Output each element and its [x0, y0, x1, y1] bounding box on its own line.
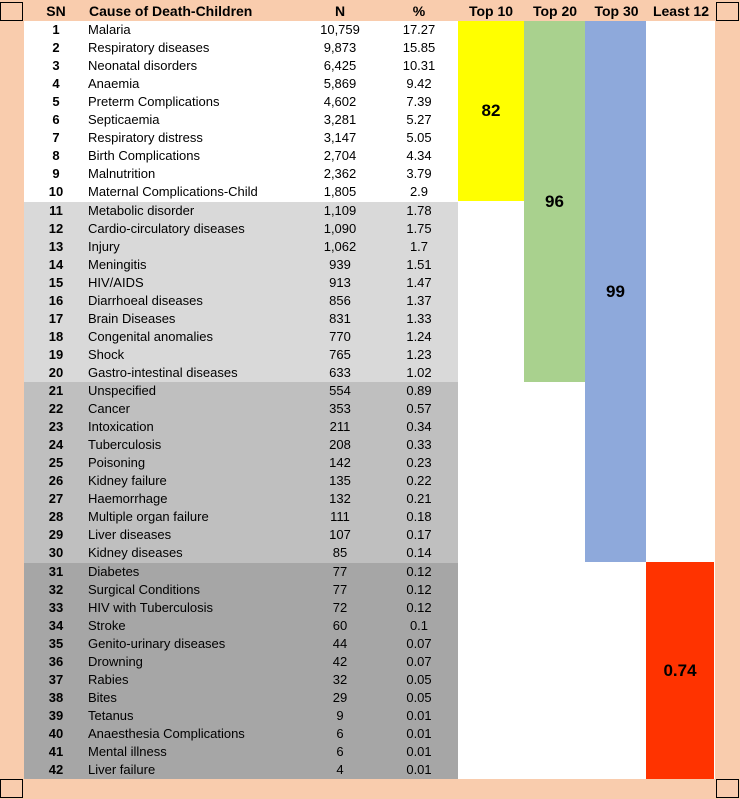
right-frame — [715, 0, 740, 799]
cell-n: 3,281 — [323, 112, 357, 128]
cell-sn: 6 — [52, 112, 60, 128]
cell-sn: 41 — [48, 744, 64, 759]
cell-sn: 38 — [48, 689, 64, 705]
cell-cause: Gastro-intestinal diseases — [88, 364, 238, 380]
table-row — [24, 581, 458, 599]
cell-n: 85 — [332, 545, 348, 561]
table-row — [24, 147, 458, 165]
table-row — [24, 346, 458, 364]
table-row — [24, 635, 458, 653]
cell-cause: Tuberculosis — [88, 437, 162, 453]
cell-cause: Haemorrhage — [88, 491, 168, 507]
table-row — [24, 725, 458, 743]
table-row — [24, 490, 458, 508]
cell-sn: 33 — [48, 599, 64, 615]
cell-cause: Mental illness — [88, 744, 167, 759]
header-n: N — [334, 3, 346, 19]
cell-pct: 1.51 — [406, 256, 432, 272]
cell-cause: Brain Diseases — [88, 310, 176, 326]
cell-n: 1,062 — [323, 238, 357, 254]
header-pct: % — [412, 3, 426, 19]
cell-sn: 9 — [52, 166, 60, 182]
cell-pct: 1.78 — [406, 202, 432, 218]
cell-pct: 1.33 — [406, 310, 432, 326]
cell-cause: Liver diseases — [88, 527, 172, 543]
cell-n: 3,147 — [323, 130, 357, 146]
header-least12: Least 12 — [652, 3, 710, 19]
table-row — [24, 563, 458, 581]
table-row — [24, 129, 458, 147]
table-row — [24, 310, 458, 328]
table-row — [24, 183, 458, 201]
cell-n: 554 — [329, 383, 351, 398]
cell-sn: 21 — [48, 383, 64, 398]
cell-pct: 9.42 — [406, 76, 432, 92]
table-row — [24, 707, 458, 725]
header-cause: Cause of Death-Children — [89, 3, 253, 19]
cell-n: 2,362 — [323, 166, 357, 182]
cell-cause: Diarrhoeal diseases — [88, 292, 203, 308]
top20-block — [524, 21, 585, 382]
cell-pct: 0.17 — [406, 527, 432, 543]
table-row — [24, 256, 458, 274]
table-row — [24, 671, 458, 689]
cell-sn: 32 — [48, 581, 64, 597]
cell-pct: 0.18 — [406, 509, 432, 525]
band-ranks-21-30 — [24, 382, 458, 563]
corner-top-right — [716, 2, 739, 21]
header-top10: Top 10 — [468, 3, 514, 19]
cell-n: 142 — [329, 455, 351, 471]
cell-pct: 0.01 — [406, 762, 432, 778]
cell-sn: 24 — [48, 437, 64, 453]
cell-n: 4 — [336, 762, 344, 778]
table-row — [24, 544, 458, 562]
cell-n: 1,805 — [323, 184, 357, 200]
cell-n: 2,704 — [323, 148, 357, 164]
cell-sn: 5 — [52, 94, 60, 110]
cell-pct: 1.37 — [406, 292, 432, 308]
cell-cause: Drowning — [88, 653, 143, 669]
table-row — [24, 111, 458, 129]
table-row — [24, 472, 458, 490]
table-row — [24, 526, 458, 544]
cell-cause: Malnutrition — [88, 166, 156, 182]
cell-cause: Cardio-circulatory diseases — [88, 220, 245, 236]
table-row — [24, 75, 458, 93]
cell-n: 1,090 — [323, 220, 357, 236]
cell-sn: 23 — [48, 419, 64, 435]
table-row — [24, 454, 458, 472]
least12-block — [646, 562, 714, 779]
cell-sn: 13 — [48, 238, 64, 254]
cell-sn: 36 — [48, 653, 64, 669]
cell-n: 9,873 — [323, 40, 357, 56]
cell-sn: 2 — [52, 40, 60, 56]
top30-value: 99 — [606, 281, 625, 301]
cell-cause: Genito-urinary diseases — [88, 635, 226, 651]
cell-n: 211 — [329, 419, 351, 435]
cell-n: 765 — [329, 346, 351, 362]
cell-sn: 37 — [48, 671, 64, 687]
cell-sn: 40 — [48, 725, 64, 741]
band-ranks-31-42 — [24, 563, 458, 780]
top10-value: 82 — [481, 101, 501, 120]
cell-sn: 34 — [48, 617, 64, 633]
cell-n: 770 — [329, 328, 351, 344]
cell-n: 1,109 — [323, 202, 357, 218]
cell-sn: 14 — [48, 256, 64, 272]
table-row — [24, 653, 458, 671]
cell-pct: 5.27 — [406, 112, 432, 128]
cell-pct: 0.89 — [406, 383, 432, 398]
table-header — [24, 0, 715, 21]
cell-sn: 16 — [48, 292, 64, 308]
cell-sn: 1 — [52, 22, 60, 37]
cell-pct: 2.9 — [409, 184, 429, 200]
cell-pct: 0.57 — [406, 401, 432, 417]
cell-pct: 0.01 — [406, 744, 432, 759]
cell-sn: 3 — [52, 58, 60, 74]
cell-cause: Rabies — [88, 671, 129, 687]
cell-pct: 0.01 — [406, 725, 432, 741]
band-ranks-1-10 — [24, 21, 458, 202]
cell-n: 60 — [332, 617, 348, 633]
cell-cause: Malaria — [88, 22, 131, 37]
table-row — [24, 292, 458, 310]
cell-sn: 18 — [48, 328, 64, 344]
cell-pct: 0.05 — [406, 689, 432, 705]
cell-pct: 0.12 — [406, 581, 432, 597]
cell-n: 77 — [332, 581, 348, 597]
cell-sn: 22 — [48, 401, 64, 417]
cell-pct: 0.14 — [406, 545, 432, 561]
table-row — [24, 93, 458, 111]
cell-cause: Tetanus — [88, 707, 134, 723]
table-row — [24, 400, 458, 418]
cell-cause: Kidney diseases — [88, 545, 183, 561]
cell-pct: 15.85 — [402, 40, 436, 56]
table-row — [24, 274, 458, 292]
cell-cause: Cancer — [88, 401, 130, 417]
cell-n: 913 — [329, 274, 351, 290]
cell-n: 5,869 — [323, 76, 357, 92]
cell-n: 831 — [329, 310, 351, 326]
cell-cause: Unspecified — [88, 383, 156, 398]
header-sn: SN — [46, 3, 66, 19]
cell-pct: 5.05 — [406, 130, 432, 146]
table-row — [24, 238, 458, 256]
cell-n: 72 — [332, 599, 348, 615]
cell-cause: Shock — [88, 346, 125, 362]
cell-pct: 0.21 — [406, 491, 432, 507]
cell-pct: 0.34 — [406, 419, 432, 435]
table-row — [24, 689, 458, 707]
cell-n: 353 — [329, 401, 351, 417]
cell-pct: 1.23 — [406, 346, 432, 362]
cell-sn: 11 — [49, 202, 63, 218]
table-row — [24, 599, 458, 617]
cell-pct: 17.27 — [402, 22, 436, 37]
least12-value: 0.74 — [663, 660, 697, 680]
cell-n: 44 — [332, 635, 348, 651]
cell-cause: Preterm Complications — [88, 94, 220, 110]
cell-n: 9 — [336, 707, 344, 723]
cell-cause: Respiratory diseases — [88, 40, 210, 56]
header-top30: Top 30 — [594, 3, 639, 19]
cell-pct: 0.05 — [406, 671, 432, 687]
cell-cause: Bites — [88, 689, 117, 705]
cell-pct: 1.02 — [406, 364, 432, 380]
cell-pct: 0.07 — [406, 635, 432, 651]
table-row — [24, 21, 458, 39]
cell-sn: 10 — [48, 184, 64, 200]
cell-cause: Anaesthesia Complications — [88, 725, 245, 741]
cell-sn: 29 — [48, 527, 64, 543]
cell-sn: 8 — [52, 148, 60, 164]
cell-n: 6 — [336, 744, 344, 759]
cell-sn: 31 — [48, 563, 64, 579]
cell-cause: Diabetes — [88, 563, 140, 579]
top30-block — [585, 21, 646, 562]
cell-sn: 25 — [48, 455, 64, 471]
cell-cause: Metabolic disorder — [88, 202, 195, 218]
top20-value: 96 — [545, 191, 564, 211]
cell-n: 29 — [332, 689, 348, 705]
cell-pct: 0.22 — [406, 473, 432, 489]
cell-pct: 0.12 — [406, 599, 432, 615]
cell-sn: 4 — [52, 76, 60, 92]
cell-n: 77 — [332, 563, 348, 579]
cell-sn: 26 — [48, 473, 64, 489]
cell-cause: Surgical Conditions — [88, 581, 201, 597]
cell-n: 10,759 — [320, 22, 360, 37]
cell-n: 32 — [332, 671, 348, 687]
cell-cause: Septicaemia — [88, 112, 160, 128]
cell-pct: 1.47 — [406, 274, 432, 290]
cell-n: 135 — [329, 473, 351, 489]
table-row — [24, 165, 458, 183]
bottom-frame — [0, 779, 740, 799]
table-row — [24, 220, 458, 238]
cell-cause: Kidney failure — [88, 473, 167, 489]
cell-sn: 28 — [48, 509, 64, 525]
table-row — [24, 57, 458, 75]
table-row — [24, 328, 458, 346]
cell-sn: 17 — [48, 310, 64, 326]
cell-pct: 1.7 — [409, 238, 429, 254]
table-row — [24, 382, 458, 400]
cell-pct: 4.34 — [406, 148, 432, 164]
cell-cause: Anaemia — [88, 76, 140, 92]
cell-cause: Respiratory distress — [88, 130, 203, 146]
cell-cause: Maternal Complications-Child — [88, 184, 258, 200]
cell-pct: 1.75 — [406, 220, 432, 236]
table-row — [24, 39, 458, 57]
cell-cause: Stroke — [88, 617, 126, 633]
cell-sn: 12 — [48, 220, 64, 236]
table-row — [24, 508, 458, 526]
corner-bottom-left — [0, 779, 23, 798]
cell-n: 132 — [329, 491, 351, 507]
cell-sn: 20 — [48, 364, 64, 380]
cell-pct: 3.79 — [406, 166, 432, 182]
table-row — [24, 743, 458, 761]
top10-block — [458, 21, 524, 201]
cell-cause: Liver failure — [88, 762, 156, 778]
cell-n: 111 — [330, 509, 350, 525]
header-top20: Top 20 — [532, 3, 578, 19]
cell-n: 4,602 — [323, 94, 357, 110]
cell-cause: Meningitis — [88, 256, 147, 272]
cell-sn: 7 — [52, 130, 60, 146]
cell-cause: Injury — [88, 238, 120, 254]
cell-cause: HIV with Tuberculosis — [88, 599, 213, 615]
cell-sn: 15 — [48, 274, 64, 290]
cell-sn: 19 — [48, 346, 64, 362]
cell-sn: 42 — [48, 762, 64, 778]
left-frame — [0, 0, 24, 799]
cell-pct: 1.24 — [406, 328, 432, 344]
cell-n: 939 — [329, 256, 351, 272]
cell-pct: 0.01 — [406, 707, 432, 723]
cell-cause: Congenital anomalies — [88, 328, 214, 344]
cell-cause: HIV/AIDS — [88, 274, 144, 290]
corner-bottom-right — [716, 779, 739, 798]
cell-n: 107 — [329, 527, 351, 543]
cell-cause: Neonatal disorders — [88, 58, 198, 74]
table-row — [24, 202, 458, 220]
band-ranks-11-20 — [24, 202, 458, 383]
cell-sn: 27 — [48, 491, 64, 507]
cell-sn: 35 — [48, 635, 64, 651]
cell-cause: Birth Complications — [88, 148, 200, 164]
cell-sn: 39 — [48, 707, 64, 723]
cell-n: 208 — [329, 437, 351, 453]
cell-pct: 0.12 — [406, 563, 432, 579]
table-row — [24, 436, 458, 454]
cell-cause: Intoxication — [88, 419, 154, 435]
cell-pct: 0.1 — [409, 617, 429, 633]
cell-cause: Multiple organ failure — [88, 509, 209, 525]
table-row — [24, 761, 458, 779]
cell-sn: 30 — [48, 545, 64, 561]
cell-n: 633 — [329, 364, 351, 380]
cell-n: 6 — [336, 725, 344, 741]
cell-n: 42 — [332, 653, 348, 669]
cell-pct: 10.31 — [402, 58, 436, 74]
cell-pct: 0.07 — [406, 653, 432, 669]
table-row — [24, 364, 458, 382]
cell-pct: 0.33 — [406, 437, 432, 453]
cell-pct: 7.39 — [406, 94, 432, 110]
table-row — [24, 617, 458, 635]
cell-pct: 0.23 — [406, 455, 432, 471]
cell-n: 6,425 — [323, 58, 357, 74]
cell-n: 856 — [329, 292, 351, 308]
cell-cause: Poisoning — [88, 455, 146, 471]
table-row — [24, 418, 458, 436]
corner-top-left — [0, 2, 23, 21]
